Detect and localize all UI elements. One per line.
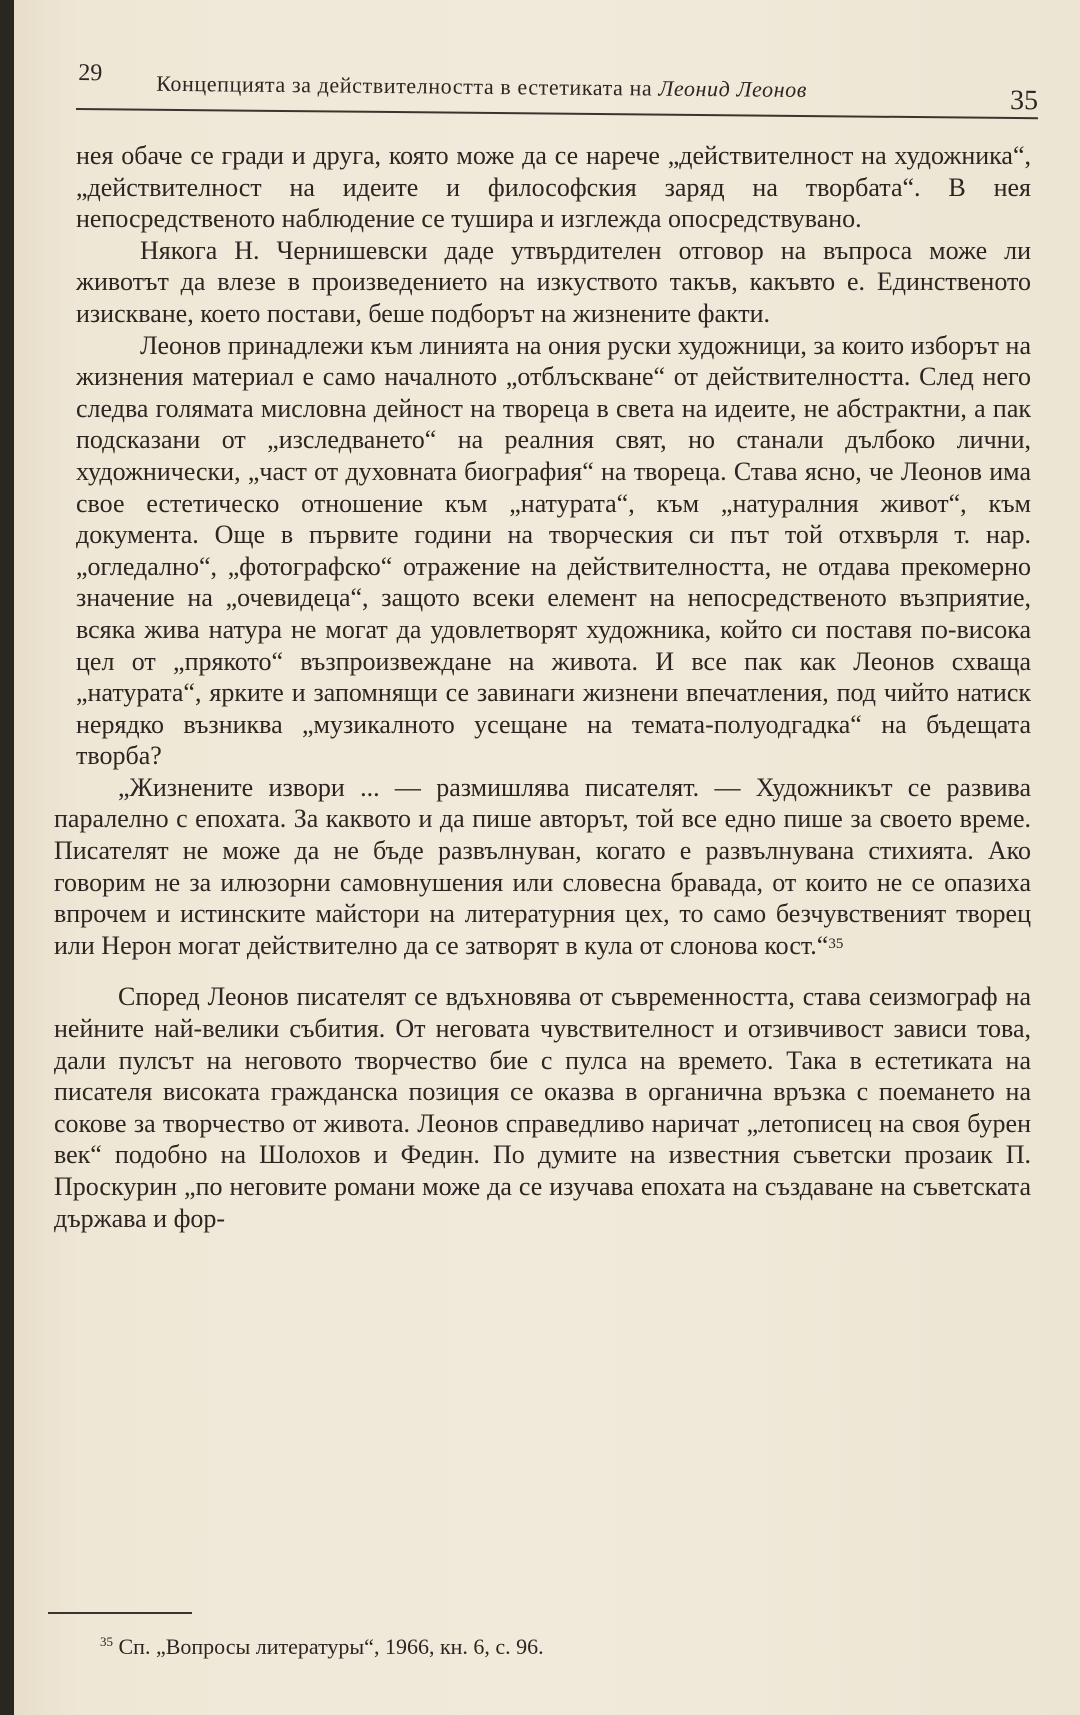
chapter-number: 35: [1009, 84, 1039, 117]
paragraph-3: Леонов принадлежи към линията на ония руски художници, за които изборът на жизнения материал е само началното „отблъскване“ от действителността. След него следва голямата мисловна дейност на твореца в света на идеите, не абстрактни, а пак подсказани от „изследването“ на реалния свят, но станали дълбоко лични, художнически, „част от духовната биография“ на твореца. Става ясно, че Леонов има свое естетическо отношение към „натурата“, към „натуралния живот“, към документа. Още в първите години на творческия си път той отхвърля т. нар. „огледално“, „фотографско“ отражение на действителността, не отдава прекомерно значение на „очевидеца“, защото всеки елемент на непосредственото възприятие, всяка жива натура не могат да удовлетворят художника, който си поставя по-висока цел от „прякото“ възпроизвеждане на живота. И все пак как Леонов схваща „натурата“, ярките и запомнящи се завинаги жизнени впечатления, под чийто натиск нерядко възниква „музикалното усещане на темата-полуодгадка“ на бъдещата творба?: [76, 330, 1031, 771]
footnote-divider: [48, 1612, 192, 1614]
paragraph-5: Според Леонов писателят се вдъхновява от съвременността, става сеизмограф на нейните най-велики събития. От неговата чувствителност и отзивчивост зависи това, дали пулсът на неговото творчество бие с пулса на времето. Така в естетиката на писателя високата гражданска позиция се оказва в органична връзка с поемането на сокове за творчество от живота. Леонов справедливо наричат „летописец на своя бурен век“ подобно на Шолохов и Федин. По думите на известния съветски прозаик П. Проскурин „по неговите романи може да се изучава епохата на създаване на съветската държава и фор-: [54, 982, 1031, 1233]
quote-text: „Жизнените извори ... — размишлява писателят. — Художникът се развива паралелно с епохата. За каквото и да пише авторът, той все едно пише за своето време. Писателят не може да не бъде развълнуван, когато е развълнувана стихията. Ако говорим не за илюзорни самовнушения или словесна бравада, от които не се опазиха впрочем и истинските майстори на литературния цех, то само безчувственият творец или Нерон могат действително да се затворят в кула от слонова кост.“: [54, 772, 1031, 960]
running-title-name: Леонид Леонов: [658, 75, 808, 103]
book-page: [14, 0, 1080, 1715]
footnote-number: 35: [100, 1634, 113, 1649]
page-number: 29: [78, 60, 103, 87]
body-text: [54, 140, 1031, 1234]
running-title-text: Концепцията за действителността в естетиката на: [156, 70, 653, 101]
quote-paragraph: [54, 772, 1031, 962]
running-header: [76, 56, 1038, 119]
running-title: [156, 71, 807, 103]
paragraph-2: Някога Н. Чернишевски даде утвърдителен отговор на въпроса може ли животът да влезе в произведението на изкуството такъв, какъвто е. Единственото изискване, което постави, беше подборът на жизнените факти.: [76, 235, 1031, 328]
footnote-reference: 35: [828, 935, 844, 952]
footnote: [100, 1634, 544, 1660]
footnote-text: Сп. „Вопросы литературы“, 1966, кн. 6, с. 96.: [118, 1634, 544, 1659]
paragraph-1: нея обаче се гради и друга, която може да се нарече „действителност на художника“, „действителност на идеите и философския заряд на творбата“. В нея непосредственото наблюдение се тушира и изглежда опосредствувано.: [76, 141, 1031, 234]
